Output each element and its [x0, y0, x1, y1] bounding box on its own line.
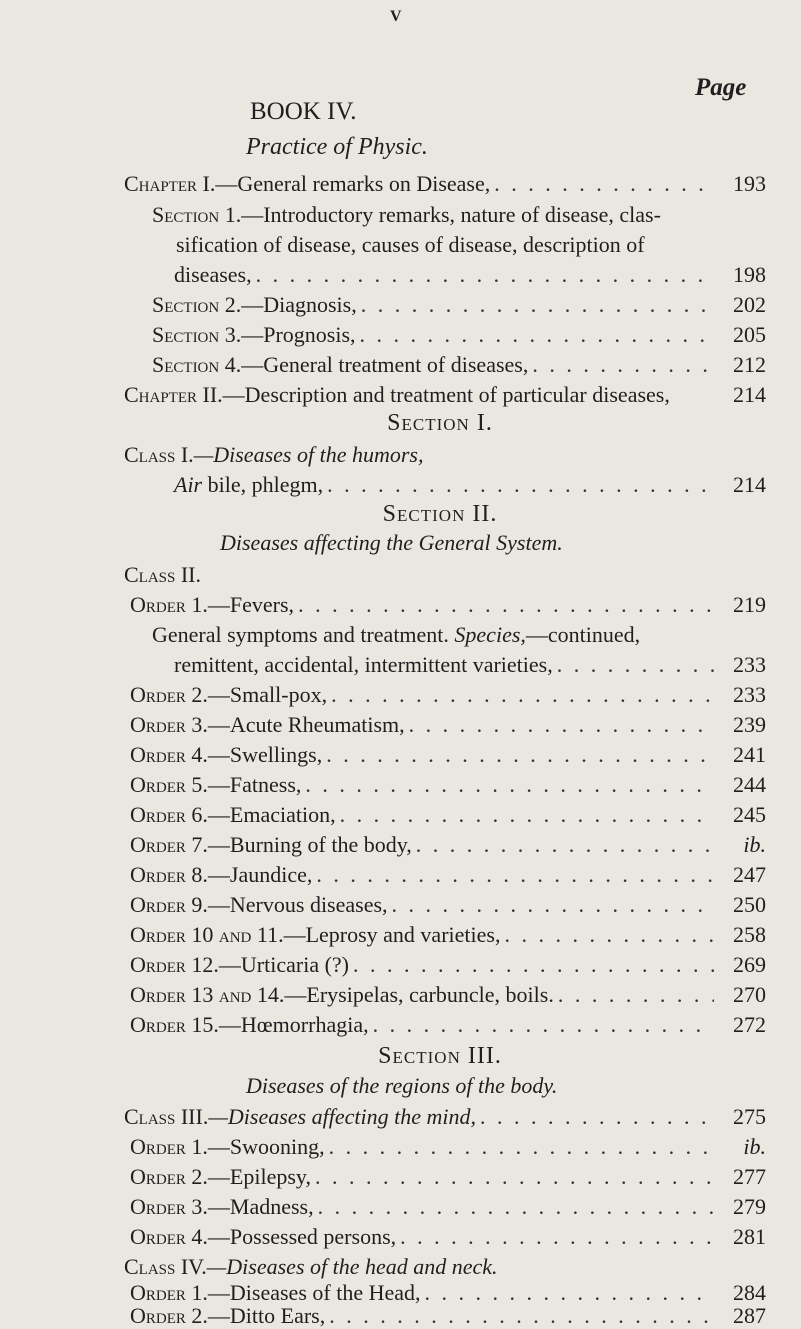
toc-entry: Class I.—Diseases of the humors, [124, 442, 424, 467]
toc-entry: Chapter II.—Description and treatment of particular diseases, 214 [124, 382, 766, 407]
page-number: 277 [733, 1164, 766, 1189]
page-number: ib. [743, 832, 766, 857]
toc-entry: Order 7.—Burning of the body, . . . ib. [130, 831, 766, 859]
page-number: 205 [733, 322, 766, 347]
page-column-label: Page [695, 74, 747, 101]
toc-entry: Order 3.—Acute Rheumatism, . . . 239 [130, 711, 766, 739]
page-number: 212 [733, 352, 766, 377]
section-heading: Section I. [387, 410, 493, 436]
page-number: 287 [733, 1303, 766, 1328]
page-number: 244 [733, 772, 766, 797]
toc-entry: Order 2.—Epilepsy, . . . 277 [130, 1163, 766, 1191]
signature-mark: V [390, 8, 402, 25]
page-number: 247 [733, 862, 766, 887]
toc-entry: Order 6.—Emaciation, . . . 245 [130, 801, 766, 829]
toc-entry: Section 1.—Introductory remarks, nature of disease, clas- [152, 202, 661, 227]
section-subheading: Diseases affecting the General System. [220, 530, 563, 555]
page-number: 219 [733, 592, 766, 617]
page-number: 279 [733, 1194, 766, 1219]
toc-entry: diseases, . . . 198 [174, 261, 766, 289]
page-number: 272 [733, 1012, 766, 1037]
toc-entry: Order 1.—Fevers, . . . 219 [130, 591, 766, 619]
toc-entry: Class IV.—Diseases of the head and neck. [124, 1254, 498, 1279]
toc-entry: Order 1.—Diseases of the Head, . . . 284 [130, 1281, 766, 1305]
page-number: 214 [733, 382, 766, 407]
toc-entry: remittent, accidental, intermittent varieties, . . . 233 [174, 651, 766, 679]
book-title: BOOK IV. [250, 98, 357, 125]
toc-entry: Order 4.—Swellings, . . . 241 [130, 741, 766, 769]
toc-entry: Class III.—Diseases affecting the mind, . . . 275 [124, 1103, 766, 1131]
page-number: 202 [733, 292, 766, 317]
page-number: 241 [733, 742, 766, 767]
toc-entry: Order 13 and 14.—Erysipelas, carbuncle, boils. . . . 270 [130, 981, 766, 1009]
toc-entry: Order 10 and 11.—Leprosy and varieties, . . . 258 [130, 921, 766, 949]
page-number: 250 [733, 892, 766, 917]
toc-entry: Section 4.—General treatment of diseases, . . . 212 [152, 351, 766, 379]
toc-entry: Order 2.—Small-pox, . . . 233 [130, 681, 766, 709]
book-subtitle: Practice of Physic. [246, 134, 428, 160]
toc-entry: Order 1.—Swooning, . . . ib. [130, 1133, 766, 1161]
page-number: 214 [733, 472, 766, 497]
page-number: 233 [733, 652, 766, 677]
page-number: 239 [733, 712, 766, 737]
toc-entry: Order 8.—Jaundice, . . . 247 [130, 861, 766, 889]
page-number: 258 [733, 922, 766, 947]
toc-entry: Order 4.—Possessed persons, . . . 281 [130, 1223, 766, 1251]
toc-entry: Order 15.—Hœmorrhagia, . . . 272 [130, 1011, 766, 1039]
toc-entry-continuation: sification of disease, causes of disease, description of [176, 232, 645, 257]
section-heading: Section II. [382, 501, 498, 527]
page-number: 269 [733, 952, 766, 977]
page-number: 233 [733, 682, 766, 707]
page-number: 193 [733, 171, 766, 196]
page-number: ib. [743, 1134, 766, 1159]
toc-entry: Air bile, phlegm, . . . 214 [174, 471, 766, 499]
page-number: 270 [733, 982, 766, 1007]
page-number: 281 [733, 1224, 766, 1249]
toc-entry: Section 2.—Diagnosis, . . . 202 [152, 291, 766, 319]
page-number: 245 [733, 802, 766, 827]
class-heading: Class II. [124, 562, 202, 587]
section-heading: Section III. [378, 1043, 502, 1069]
page-number: 275 [733, 1104, 766, 1129]
toc-entry: Order 9.—Nervous diseases, . . . 250 [130, 891, 766, 919]
page-number: 198 [733, 262, 766, 287]
toc-entry: Order 3.—Madness, . . . 279 [130, 1193, 766, 1221]
toc-entry: Order 2.—Ditto Ears, . . . 287 [130, 1304, 766, 1328]
page-number: 284 [733, 1280, 766, 1305]
section-subheading: Diseases of the regions of the body. [246, 1073, 558, 1098]
toc-entry: Section 3.—Prognosis, . . . 205 [152, 321, 766, 349]
toc-entry: Chapter I.—General remarks on Disease, . . . 193 [124, 170, 766, 198]
toc-entry: Order 5.—Fatness, . . . 244 [130, 771, 766, 799]
toc-entry: General symptoms and treatment. Species,—continued, [152, 622, 641, 647]
toc-entry: Order 12.—Urticaria (?) . . . 269 [130, 951, 766, 979]
